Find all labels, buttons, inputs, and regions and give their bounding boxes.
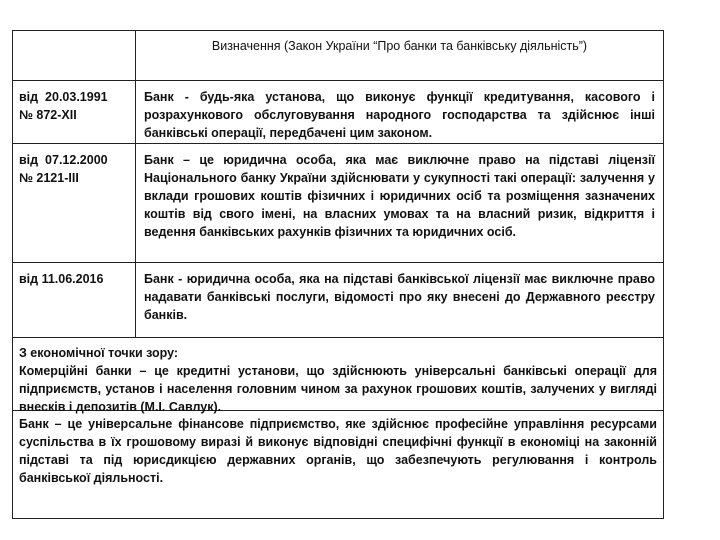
definitions-table <box>12 30 664 519</box>
definition-text: Банк - будь-яка установа, що виконує функції кредитування, касового і розрахункового обслуговування народного господарства та здійснює інші банківські операції, передбачені цим законом. <box>144 90 655 140</box>
law-date-cell <box>13 81 136 143</box>
table-row <box>13 81 663 144</box>
table-row <box>13 263 663 338</box>
table-row <box>13 144 663 263</box>
universal-row <box>13 411 663 518</box>
universal-text: Банк – це універсальне фінансове підприємство, яке здійснює професійне управління ресурсами суспільства в їх грошовому виразі й виконує відповідні специфічні функції в економіці на законній підставі та під юрисдикцією державних органів, що забезпечують регулювання і контроль банківської діяльності. <box>19 417 657 485</box>
law-number: № 2121-III <box>19 171 79 185</box>
economic-heading: З економічної точки зору: <box>19 346 179 360</box>
header-empty-cell <box>13 31 136 80</box>
header-title: Визначення (Закон України “Про банки та банківську діяльність”) <box>211 39 588 53</box>
header-row <box>13 31 663 81</box>
law-date: від 07.12.2000 <box>19 153 108 167</box>
law-date-cell <box>13 144 136 262</box>
law-number: № 872-XII <box>19 108 77 122</box>
economic-row <box>13 338 663 414</box>
definition-text: Банк - юридична особа, яка на підставі банківської ліцензії має виключне право надавати банківські послуги, відомості про яку внесені до Державного реєстру банків. <box>144 272 655 322</box>
law-date: від 20.03.1991 <box>19 90 108 104</box>
definition-text: Банк – це юридична особа, яка має виключне право на підставі ліцензії Національного банку України здійснювати у сукупності такі операції: залучення у вклади грошових коштів фізичних і юридичних осіб та розміщення зазначених коштів від свого імені, на власних умовах та на власний ризик, відкриття і ведення банківських рахунків фізичних та юридичних осіб. <box>144 153 655 239</box>
law-date: від 11.06.2016 <box>19 272 104 286</box>
economic-cell <box>13 338 663 414</box>
law-date-cell <box>13 263 136 337</box>
economic-text: Комерційні банки – це кредитні установи, що здійснюють універсальні банківські операції для підприємств, установ і населення головним чином за рахунок грошових коштів, залучених у вигляді внесків і депозитів (М.І. Савлук). <box>19 364 657 414</box>
